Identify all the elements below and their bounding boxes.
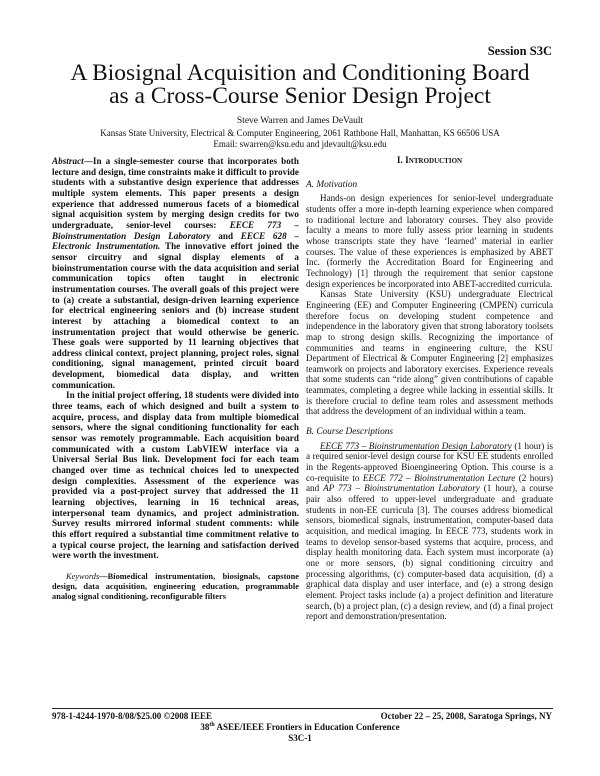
abstract-text: —In a single-semester course that incorporates both lecture and design, time constraints make it difficult to provide students with a substantive design experience that addresses multiple system elements. This paper presents a design experience that addressed numerous facets of a biomedical signal acquisition system by merging design credits for two undergraduate, senior-level courses: [52,156,299,230]
keywords-label: Keywords [66,571,100,581]
subsection-heading: B. Course Descriptions [306,427,394,438]
section-heading: I. Introduction [396,156,463,166]
footer-date-location: October 22 – 25, 2008, Saratoga Springs, NY [380,711,552,721]
footer-conference [0,722,600,732]
footer-isbn: 978-1-4244-1970-8/08/$25.00 ©2008 IEEE [52,711,212,721]
abstract-text: The innovative effort joined the sensor circuitry and signal display elements of a bioinstrumentation course with the data acquisition and serial communication topics often taught in electronic instrumentation courses. The overall goals of this project were to (a) create a substantial, design-driven learning experience for electrical engineering seniors and (b) increase student interest by attaching a biomedical context to an instrumentation project that would otherwise be generic. These goals were supported by 11 learning objectives that address clinical context, project planning, project roles, signal conditioning, signal management, printed circuit board development, biomedical data display, and written communication. [52,241,299,390]
abstract-paragraph-2: In the initial project offering, 18 students were divided into three teams, each of which designed and built a system to acquire, process, and display data from multiple biomedical sensors, where the signal conditioning functionality for each sensor was remotely programmable. Each acquisition board communicated with a custom LabVIEW interface via a Universal Serial Bus link. Development foci for each team changed over time as technical choices led to unexpected design complexities. Assessment of the experience was provided via a post-project survey that addressed the 11 learning objectives, learning in 16 technical areas, interpersonal team dynamics, and project administration. Survey results mirrored informal student comments: while this effort required a substantial time commitment relative to a typical course project, the learning and satisfaction derived were worth the investment. [52,390,299,561]
body-text: (1 hour), a course pair also offered to upper-level undergraduate and graduate students in non-EE curricula [3]. The courses address biomedical sensors, biomedical signals, instrumentation, computer-based data acquisition, and medical imaging. In EECE 773, students work in teams to develop sensor-based systems that acquire, process, and display health monitoring data. Each system must incorporate (a) one or more sensors, (b) signal conditioning circuitry and processing algorithms, (c) computer-based data acquisition, (d) a graphical data display and user interface, and (e) a strong design element. Project tasks include (a) a project definition and literature search, (b) a project plan, (c) a design review, and (d) a final project report and demonstration/presentation. [306,483,553,622]
body-paragraph: Kansas State University (KSU) undergraduate Electrical Engineering (EE) and Computer Engineering (CMPEN) curricula therefore focus on developing student competence and independence in the laboratory given that strong laboratory toolsets map to strong design skills. Recognizing the importance of communities and teams in engineering culture, the KSU Department of Electrical & Computer Engineering [2] emphasizes teamwork on projects and laboratory exercises. Experience reveals that some students can “ride along” given contributions of capable teammates, completing a degree while lacking in essential skills. It is therefore crucial to define team roles and assessment methods that address the development of an individual within a team. [306,289,553,417]
footer-rule [52,708,553,709]
session-label: Session S3C [487,44,552,58]
course-ref: EECE 772 – Bioinstrumentation Lecture [362,472,516,483]
keywords [52,572,299,602]
affiliation: Kansas State University, Electrical & Computer Engineering, 2061 Rathbone Hall, Manhattan, KS 66506 USA [100,128,500,138]
body-text: (1 hour) is a required senior-level design course for KSU EE students enrolled in the Regents-approved Bioengineering Option. This course is a co-requisite to [306,440,553,483]
title-line-2: as a Cross-Course Senior Design Project [109,83,491,109]
abstract-label: Abstract [52,156,84,166]
page-number: S3C-1 [288,733,312,743]
left-column [52,156,299,602]
course-ref: AP 773 – Bioinstrumentation Laboratory [323,483,480,494]
abstract-paragraph-1 [52,156,299,390]
body-paragraph [306,441,553,622]
conf-name: ASEE/IEEE Frontiers in Education Conference [214,722,400,732]
course-ref: EECE 628 – Electronic Instrumentation. [52,230,299,252]
body-paragraph: Hands-on design experiences for senior-level undergraduate students offer a more in-depth learning experience when compared to traditional lecture and laboratory courses. They also provide faculty a means to more fully assess prior learning in students whose transcripts state they have ‘learned’ material in earlier courses. The value of these experiences is emphasized by ABET Inc. (formerly the Accreditation Board for Engineering and Technology) [1] through the requirement that senior capstone design experiences be incorporated into ABET-accredited curricula. [306,193,553,289]
right-column [306,156,553,622]
authors: Steve Warren and James DeVault [236,116,364,126]
course-ref: EECE 773 – Bioinstrumentation Design Laboratory [320,440,512,451]
body-text: (2 hours) and [306,472,554,494]
keywords-text: —Biomedical instrumentation, biosignals, capstone design, data acquisition, engineering education, programmable analog signal conditioning, reconfigurable filters [52,571,299,601]
paper-title [0,62,600,108]
affiliation-block [0,128,600,149]
subsection-heading: A. Motivation [306,179,358,190]
title-line-1: A Biosignal Acquisition and Conditioning Board [70,60,530,86]
course-ref: EECE 773 – Bioinstrumentation Design Laboratory [52,219,299,241]
email: Email: swarren@ksu.edu and jdevault@ksu.edu [213,138,387,149]
conf-number: 38 [200,722,210,732]
conf-sup: th [209,722,215,728]
abstract-text: and [210,230,241,241]
